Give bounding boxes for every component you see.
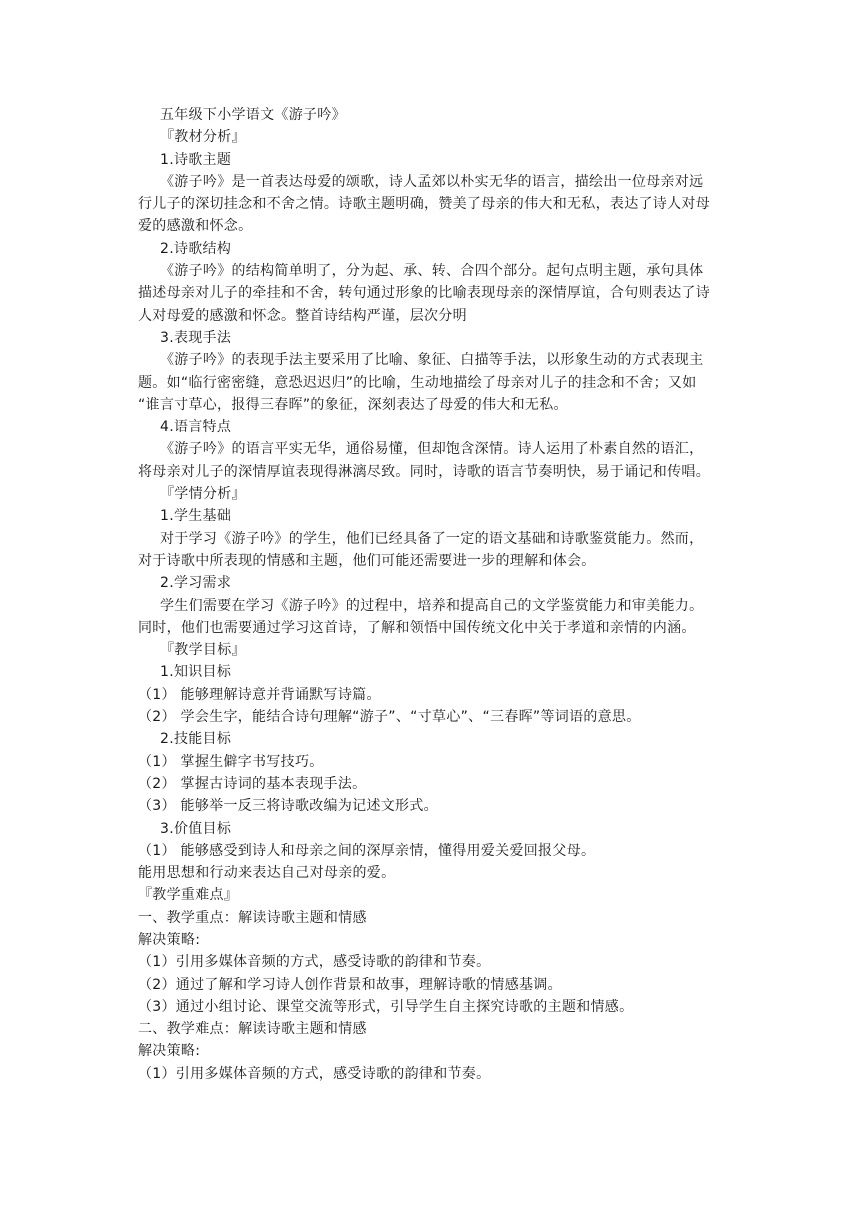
list-item: （1）引用多媒体音频的方式，感受诗歌的韵律和节奏。 [138,1065,491,1082]
paragraph-line: 学生们需要在学习《游子吟》的过程中，培养和提高自己的文学鉴赏能力和审美能力。 [160,597,704,614]
paragraph-line: 《游子吟》的表现手法主要采用了比喻、象征、白描等手法，以形象生动的方式表现主 [160,352,704,369]
section-heading-student-analysis: 『学情分析』 [160,486,246,503]
paragraph-line: 《游子吟》的语言平实无华，通俗易懂，但却饱含深情。诗人运用了朴素自然的语汇， [160,441,704,458]
document-body [138,104,738,1085]
paragraph-line: 《游子吟》是一首表达母爱的颂歌，诗人孟郊以朴实无华的语言，描绘出一位母亲对远 [160,173,704,190]
list-item: （1） 能够理解诗意并背诵默写诗篇。 [138,686,381,703]
strategy-label: 解决策略: [138,931,201,948]
subheading-learning-needs: 2.学习需求 [160,575,232,592]
paragraph-line: 人对母爱的感激和怀念。整首诗结构严谨，层次分明 [138,307,467,324]
list-item: （2） 学会生字，能结合诗句理解“游子”、“寸草心”、“三春晖”等词语的意思。 [138,709,641,726]
list-item: 能用思想和行动来表达自己对母亲的爱。 [138,865,396,882]
list-item: （3）通过小组讨论、课堂交流等形式，引导学生自主探究诗歌的主题和情感。 [138,998,634,1015]
subheading-expression-techniques: 3.表现手法 [160,329,232,346]
list-item: （3） 能够举一反三将诗歌改编为记述文形式。 [138,798,438,815]
paragraph-line: 描述母亲对儿子的牵挂和不舍，转句通过形象的比喻表现母亲的深情厚谊，合句则表达了诗 [138,285,710,302]
subheading-poem-theme: 1.诗歌主题 [160,151,232,168]
paragraph-line: 《游子吟》的结构简单明了，分为起、承、转、合四个部分。起句点明主题，承句具体 [160,263,704,280]
teaching-difficult-point: 二、教学难点：解读诗歌主题和情感 [138,1021,367,1038]
section-heading-material-analysis: 『教材分析』 [160,129,246,146]
paragraph-line: 同时，他们也需要通过学习这首诗，了解和领悟中国传统文化中关于孝道和亲情的内涵。 [138,619,696,636]
subheading-student-foundation: 1.学生基础 [160,508,232,525]
paragraph-line: 行儿子的深切挂念和不舍之情。诗歌主题明确，赞美了母亲的伟大和无私，表达了诗人对母 [138,196,710,213]
list-item: （2） 掌握古诗词的基本表现手法。 [138,775,367,792]
list-item: （1）引用多媒体音频的方式，感受诗歌的韵律和节奏。 [138,954,491,971]
subheading-skill-goals: 2.技能目标 [160,731,232,748]
paragraph-line: 对于诗歌中所表现的情感和主题，他们可能还需要进一步的理解和体会。 [138,552,596,569]
strategy-label: 解决策略: [138,1043,201,1060]
list-item: （1） 掌握生僻字书写技巧。 [138,753,324,770]
subheading-language-features: 4.语言特点 [160,419,232,436]
paragraph-line: 将母亲对儿子的深情厚谊表现得淋漓尽致。同时，诗歌的语言节奏明快，易于诵记和传唱。 [138,463,710,480]
section-heading-key-difficulties: 『教学重难点』 [138,887,239,904]
teaching-key-point: 一、教学重点：解读诗歌主题和情感 [138,909,367,926]
paragraph-line: “谁言寸草心，报得三春晖”的象征，深刻表达了母爱的伟大和无私。 [138,396,568,413]
paragraph-line: 爱的感激和怀念。 [138,218,253,235]
subheading-poem-structure: 2.诗歌结构 [160,240,232,257]
list-item: （1） 能够感受到诗人和母亲之间的深厚亲情，懂得用爱关爱回报父母。 [138,842,596,859]
subheading-knowledge-goals: 1.知识目标 [160,664,232,681]
section-heading-teaching-goals: 『教学目标』 [160,642,246,659]
subheading-value-goals: 3.价值目标 [160,820,232,837]
document-title: 五年级下小学语文《游子吟》 [160,107,346,123]
paragraph-line: 对于学习《游子吟》的学生，他们已经具备了一定的语文基础和诗歌鉴赏能力。然而， [160,530,704,547]
list-item: （2）通过了解和学习诗人创作背景和故事，理解诗歌的情感基调。 [138,976,562,993]
paragraph-line: 题。如“临行密密缝，意恐迟迟归”的比喻，生动地描绘了母亲对儿子的挂念和不舍；又如 [138,374,697,391]
